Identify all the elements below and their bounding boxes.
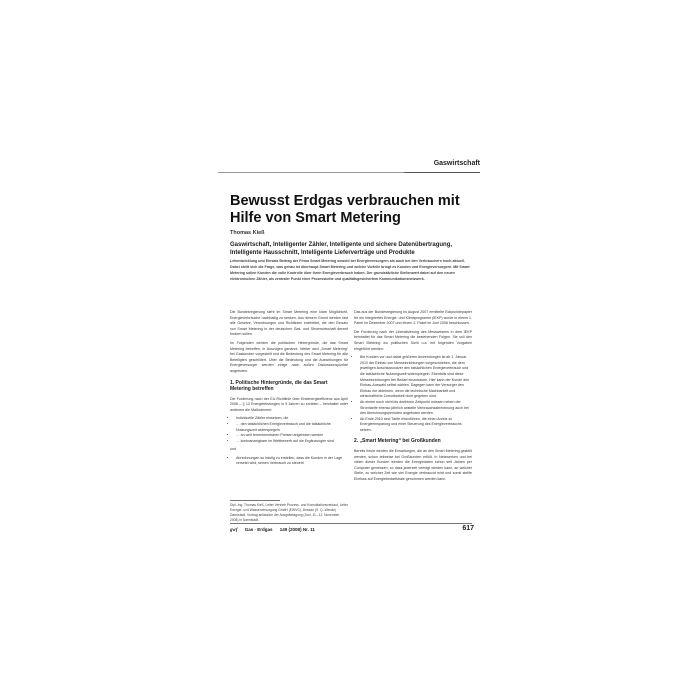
right-paragraph-1: Das aus der Bundesregierung im August 2007 ermittelte Eckpunktepapier für ein Integriertes Energie- und Klimaprogramm (IEKP) wurde in einem 1. Paket im Dezember 2007 und einem 2. Paket im Juni 2008 beschlossen. — [354, 310, 472, 326]
footer-rule — [230, 523, 472, 524]
left-paragraph-3: Die Forderung nach der EU-Richtlinie über Endenergieeffizienz aus April 2006 – § 13 Energieleistungen in 9 Jahren zu erzielen – beinhaltet unter anderem die Maßnahmen: — [230, 396, 348, 412]
list-item: • Bei Kunden vor und dabei größeren Anwendungen ist ab 1. Januar 2010 der Einbau von Messeinrichtungen vorgeschrieben, die dem jeweiligen Anschlussnutzer den tatsächlichen Energieverbrauch und die tatsächliche Nutzungszeit widerspiegeln. Ebenfalls sind diese Messeinrichtungen bei Bedarf einzubauen. Hier kann der Kunde den Einbau-Auswahl selbst wählen. Dagegen kann der Versorger den Einbau nur ablehnen, wenn die technische Machbarkeit und wirtschaftliche Zumutbarkeit nicht gegeben sind. — [360, 355, 472, 400]
article-title — [230, 193, 470, 227]
title-line-1: Bewusst Erdgas verbrauchen mit — [230, 193, 460, 209]
footer-journal — [230, 527, 315, 533]
section-heading-2: 2. „Smart Metering“ bei Großkunden — [354, 438, 441, 445]
page-number: 617 — [462, 525, 474, 532]
connector-text: und — [230, 447, 236, 452]
left-column — [230, 310, 348, 470]
list-item: • … an weit fernerkennbaren Preisen angeboten werden — [236, 433, 348, 439]
author-footnote: Dipl.-Ing. Thomas Kieß, Leiter Vertrieb Prozess- und Konsultationsverkauf, Leiter Energie- und Wasserversorgung GmbH (EWVG), Dessau (S. Q.-Wende) Darmstadt. Vortrag anlässlich der Ausgabetagung (Juni, 11.–12. November 2008) in Darmstadt. — [230, 503, 348, 522]
article-author: Thomas Kieß — [230, 230, 265, 236]
title-line-2: Hilfe von Smart Metering — [230, 210, 401, 226]
footnote-rule — [230, 500, 280, 501]
measures-list — [230, 416, 348, 444]
section-heading-1: 1. Politische Hintergründe, die das Smart Metering betreffen — [230, 379, 328, 393]
list-item: • Abrechnungen so häufig zu erstellen, dass die Kunden in der Lage versetzt wird, seinen Verbrauch zu steuern — [236, 456, 348, 467]
article-abstract: Leitentwicklung und Einsatz Beitrag der Firma Smart Metering sowohl bei Energieversorgern als auch bei den Verbrauchern hoch aktuell. Dabei stellt sich die Frage, was genau ist überhaupt Smart Metering und welche Vorteile bringt es Kunden und Energieversorgern. Mit Smart Metering sollen Kunden die volle Kontrolle über ihren Energieverbrauch haben. Der grundsätzliche Stellenwert dabei auf den neuen elektronischen Zähler, als zentraler Punkt einer Prozesskette und qualitätsgesichertem Kommunikationsnetzwerk. — [230, 259, 470, 281]
list-item: • … den tatsächlichen Energieverbrauch und die tatsächliche Nutzungszeit widerspiegeln — [236, 422, 348, 433]
list-item: • Ab Ende 2010 sind Tarife einzuführen, die einen Anreiz zu Energieeinsparung und einer Steuerung des Energieverbrauchs setzen. — [360, 417, 472, 434]
right-paragraph-2: Die Forderung nach der Liberalisierung des Messwesens in dem IEKP beinhaltet für das Smart Metering die bestehenden Folgen. Sie soll den Smart Metering wo politischen Sicht u.a. mit folgenden Vorgaben eingeführt werden: — [354, 329, 472, 351]
journal-name: Gas · Erdgas — [244, 527, 273, 532]
journal-issue: 149 (2008) Nr. 11 — [279, 527, 315, 532]
right-column — [354, 310, 472, 486]
list-item: • Ab einem noch nicht bis dorthinen Zeitpunkt müssen neben der Stromtarife ebenso jährlich anstelle Verbrauchsabrechnung auch bei den Abrechnungsperioden angeboten werden. — [360, 400, 472, 417]
section-tag: Gaswirtschaft — [433, 160, 480, 167]
right-paragraph-3: Bereits heute werden die Erwartungen, die an den Smart Metering gestellt werden, schon teilweise bei Großkunden erfüllt. In Netzwerken und bei vielen dieser Kunden werden die Energiedaten schon seit Jahren per Computer gemessen, so dass jederzeit verfolgt werden kann, an welcher Stelle, zu welcher Zeit wie viel Energie verbraucht wird und somit stellte Einfluss auf Energiebedarfsbale genommen werden kann. — [354, 448, 472, 481]
article-keywords: Gaswirtschaft, Intelligenter Zähler, Intelligente und sichere Datenübertragung, Intelligente Hausschnitt, Intelligente Lieferverträge und Produkte — [230, 242, 453, 256]
journal-logo: gwf — [230, 528, 238, 533]
section-rule — [404, 172, 480, 173]
left-paragraph-2: Im Folgenden werden die politischen Hintergründe, die das Smart Metering betreffen, in Auszügen genannt. Weiter wird „Smart Metering“ bei Gaskunden vorgestellt und die Bedeutung des Smart Metering für alle Beteiligten geschildert. Über die Bedeutung und die Auswirkungen für Energieversorger werden einige nach außen Diskussionspunkte angeboten. — [230, 340, 348, 373]
measures-list-2 — [230, 456, 348, 467]
list-item: • Individuelle Zähler einsetzen, die — [236, 416, 348, 422]
list-item: • … kontoanzeigbare im Wettbewerb auf die Ergänzungen sind — [236, 439, 348, 445]
requirements-list — [354, 355, 472, 433]
left-paragraph-1: Die Bundesregierung sieht im Smart Metering eine klare Möglichkeit, Energieverbräuche nachhaltig zu senken. Aus diesem Grund werden fast alle Gesetze, Verordnungen und Richtlinien erarbeitet, die den Einsatz von Smart Metering in der deutschen Gas- und Stromwirtschaft derzeit fordern sollen. — [230, 310, 348, 337]
